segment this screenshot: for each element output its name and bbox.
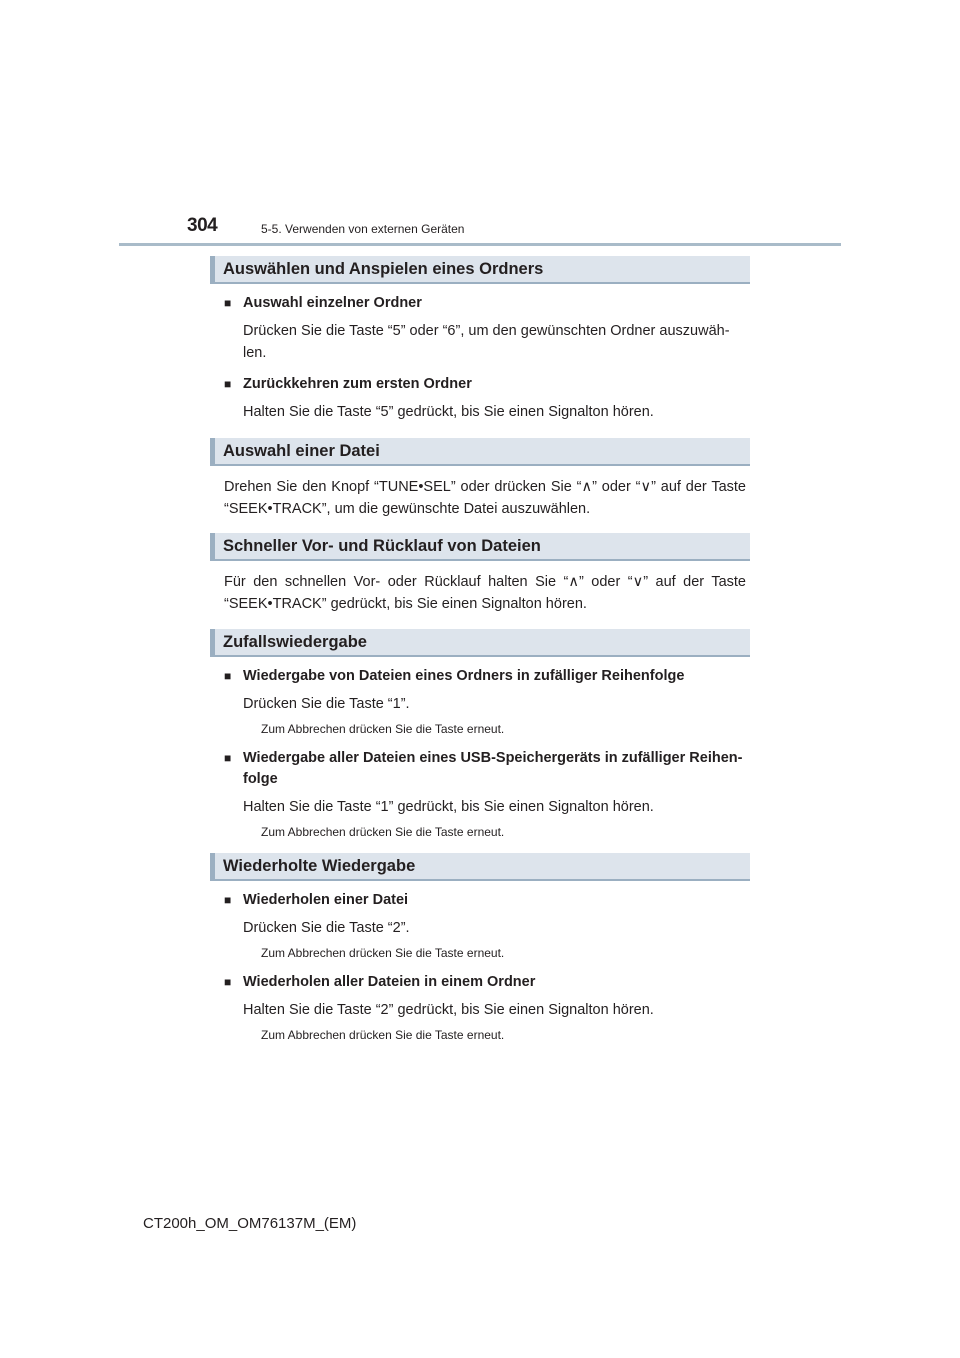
square-bullet-icon: ■ [224, 377, 232, 391]
square-bullet-icon: ■ [224, 296, 232, 310]
square-bullet-icon: ■ [224, 893, 232, 907]
note-text: Zum Abbrechen drücken Sie die Taste erneut. [261, 946, 505, 960]
chapter-title: 5-5. Verwenden von externen Geräten [261, 222, 465, 236]
header-rule [119, 243, 841, 246]
subsection-heading: ■ Wiedergabe von Dateien eines Ordners in zufälliger Reihenfolge [224, 666, 750, 687]
subsection-heading: ■ Wiederholen einer Datei [224, 890, 750, 911]
subsection-heading: ■ Zurückkehren zum ersten Ordner [224, 374, 750, 395]
section-title: Wiederholte Wiedergabe [223, 856, 416, 875]
instruction-text: Halten Sie die Taste “1” gedrückt, bis Sie einen Signalton hören. [243, 799, 654, 815]
instruction-text: Halten Sie die Taste “2” gedrückt, bis Sie einen Signalton hören. [243, 1002, 654, 1018]
section-title: Auswählen und Anspielen eines Ordners [223, 259, 544, 278]
page-number: 304 [187, 215, 218, 236]
section-title: Schneller Vor- und Rücklauf von Dateien [223, 536, 541, 555]
section-header [210, 629, 750, 657]
instruction-text: Drücken Sie die Taste “2”. [243, 920, 410, 936]
section-ordner [210, 256, 750, 423]
section-wiederholung [210, 853, 750, 1044]
square-bullet-icon: ■ [224, 975, 232, 989]
section-header [210, 438, 750, 466]
subsection-heading: ■ Auswahl einzelner Ordner [224, 293, 750, 314]
instruction-paragraph: Drehen Sie den Knopf “TUNE•SEL” oder drücken Sie “∧” oder “∨” auf der Taste “SEEK•TRACK”, um die gewünschte Datei auszuwählen. [224, 479, 746, 517]
subsection-heading: ■ Wiedergabe aller Dateien eines USB-Speichergeräts in zufälliger Reihen-folge [224, 750, 743, 787]
square-bullet-icon: ■ [224, 669, 232, 683]
section-title: Zufallswiedergabe [223, 632, 367, 651]
note-text: Zum Abbrechen drücken Sie die Taste erneut. [261, 1028, 505, 1042]
instruction-text: Drücken Sie die Taste “1”. [243, 696, 410, 712]
section-title: Auswahl einer Datei [223, 441, 380, 460]
page-content [210, 256, 750, 1044]
footer-document-code: CT200h_OM_OM76137M_(EM) [143, 1215, 357, 1232]
section-header [210, 533, 750, 561]
section-header [210, 256, 750, 284]
section-header [210, 853, 750, 881]
note-text: Zum Abbrechen drücken Sie die Taste erneut. [261, 722, 505, 736]
section-vor-ruecklauf [210, 533, 750, 615]
square-bullet-icon: ■ [224, 751, 232, 765]
page-header [0, 0, 960, 250]
instruction-text: Halten Sie die Taste “5” gedrückt, bis Sie einen Signalton hören. [243, 404, 654, 420]
instruction-text: Drücken Sie die Taste “5” oder “6”, um den gewünschten Ordner auszuwäh-len. [243, 323, 730, 361]
section-datei [210, 438, 750, 520]
section-zufall [210, 629, 750, 841]
instruction-paragraph: Für den schnellen Vor- oder Rücklauf halten Sie “∧” oder “∨” auf der Taste “SEEK•TRACK” gedrückt, bis Sie einen Signalton hören. [224, 574, 746, 612]
note-text: Zum Abbrechen drücken Sie die Taste erneut. [261, 825, 505, 839]
subsection-heading: ■ Wiederholen aller Dateien in einem Ordner [224, 972, 750, 993]
